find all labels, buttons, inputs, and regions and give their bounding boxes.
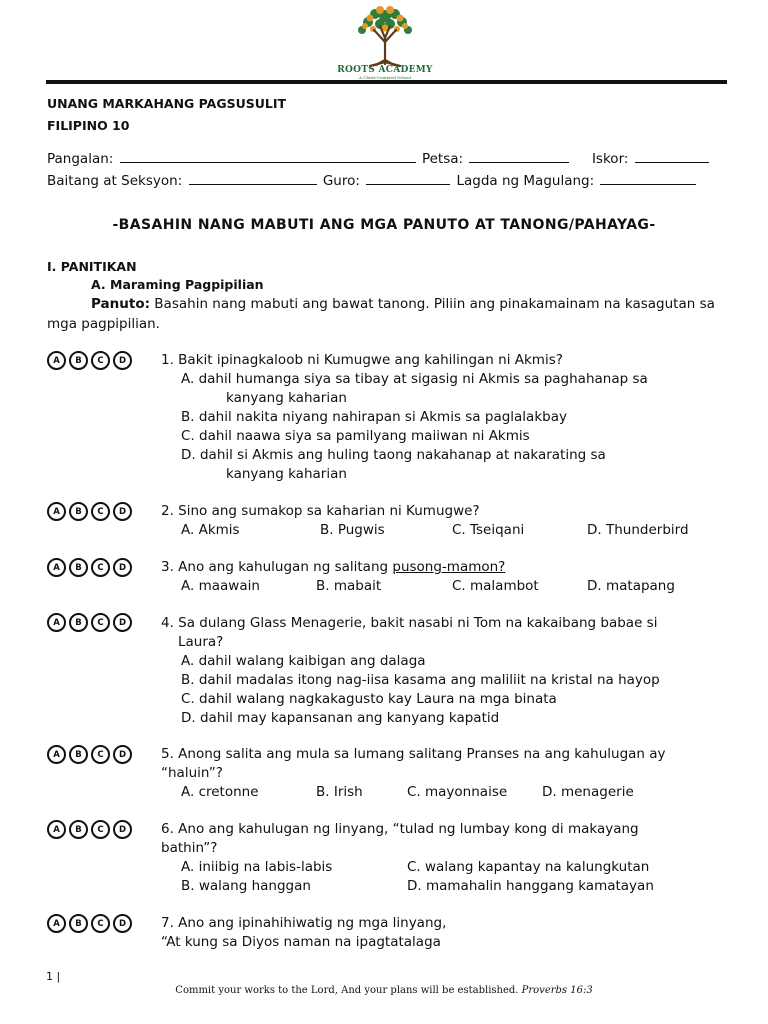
q2-option-d: D. Thunderbird <box>587 522 689 538</box>
tree-logo-icon <box>340 2 430 72</box>
parent-signature-field[interactable] <box>600 172 696 185</box>
question-5-stem-cont: “haluin”? <box>161 765 223 781</box>
question-3-stem <box>161 558 505 577</box>
fields-row-2 <box>47 172 698 189</box>
bubble-c[interactable]: C <box>91 613 110 632</box>
section-subtitle: A. Maraming Pagpipilian <box>91 277 264 292</box>
q5-option-c: C. mayonnaise <box>407 784 508 800</box>
q3-option-b: B. mabait <box>316 578 382 594</box>
answer-bubbles-q1 <box>47 351 132 370</box>
bubble-c[interactable]: C <box>91 820 110 839</box>
bubble-b[interactable]: B <box>69 613 88 632</box>
q3-option-c: C. malambot <box>452 578 539 594</box>
q1-option-a: A. dahil humanga siya sa tibay at sigasig ni Akmis sa paghahanap sa <box>181 371 648 387</box>
q6-option-d: D. mamahalin hanggang kamatayan <box>407 878 654 894</box>
bubble-c[interactable]: C <box>91 558 110 577</box>
header-divider <box>46 80 727 84</box>
bubble-b[interactable]: B <box>69 914 88 933</box>
bubble-a[interactable]: A <box>47 745 66 764</box>
q1-option-b: B. dahil nakita niyang nahirapan si Akmis sa paglalakbay <box>181 409 567 425</box>
q6-option-b: B. walang hanggan <box>181 878 311 894</box>
bubble-b[interactable]: B <box>69 502 88 521</box>
instruction-paragraph <box>47 294 727 334</box>
q1-option-d-cont: kanyang kaharian <box>226 466 347 482</box>
instructions-banner: -BASAHIN NANG MABUTI ANG MGA PANUTO AT TANONG/PAHAYAG- <box>112 217 656 233</box>
answer-bubbles-q6 <box>47 820 132 839</box>
question-6-stem-cont: bathin”? <box>161 840 218 856</box>
bubble-a[interactable]: A <box>47 613 66 632</box>
bubble-c[interactable]: C <box>91 745 110 764</box>
question-4-stem: 4. Sa dulang Glass Menagerie, bakit nasabi ni Tom na kakaibang babae si <box>161 615 658 631</box>
bubble-d[interactable]: D <box>113 820 132 839</box>
answer-bubbles-q3 <box>47 558 132 577</box>
q4-option-b: B. dahil madalas itong nag-iisa kasama ang maliliit na kristal na hayop <box>181 672 660 688</box>
bubble-c[interactable]: C <box>91 914 110 933</box>
name-label: Pangalan: <box>47 151 114 167</box>
bubble-b[interactable]: B <box>69 558 88 577</box>
question-6-stem: 6. Ano ang kahulugan ng linyang, “tulad ng lumbay kong di makayang <box>161 821 639 837</box>
q3-option-d: D. matapang <box>587 578 675 594</box>
instruction-label: Panuto: <box>91 296 150 312</box>
bubble-d[interactable]: D <box>113 914 132 933</box>
q1-option-d: D. dahil si Akmis ang huling taong nakahanap at nakarating sa <box>181 447 606 463</box>
question-7-stem-cont: “At kung sa Diyos naman na ipagtatalaga <box>161 934 441 950</box>
q6-option-a: A. iniibig na labis-labis <box>181 859 333 875</box>
q2-option-a: A. Akmis <box>181 522 240 538</box>
q3-option-a: A. maawain <box>181 578 260 594</box>
question-3-text: 3. Ano ang kahulugan ng salitang <box>161 559 393 575</box>
q4-option-c: C. dahil walang nagkakagusto kay Laura na mga binata <box>181 691 557 707</box>
date-label: Petsa: <box>421 151 464 167</box>
school-name: ROOTS ACADEMY <box>337 65 433 75</box>
bubble-a[interactable]: A <box>47 502 66 521</box>
bubble-a[interactable]: A <box>47 351 66 370</box>
section-title: I. PANITIKAN <box>47 259 137 274</box>
bubble-a[interactable]: A <box>47 914 66 933</box>
score-field[interactable] <box>635 150 709 163</box>
teacher-field[interactable] <box>366 172 450 185</box>
answer-bubbles-q7 <box>47 914 132 933</box>
bubble-c[interactable]: C <box>91 351 110 370</box>
subject-title: FILIPINO 10 <box>47 118 130 133</box>
parent-signature-label: Lagda ng Magulang: <box>456 173 595 189</box>
q4-option-a: A. dahil walang kaibigan ang dalaga <box>181 653 426 669</box>
question-7-stem: 7. Ano ang ipinahihiwatig ng mga linyang, <box>161 915 447 931</box>
question-1-stem: 1. Bakit ipinagkaloob ni Kumugwe ang kahilingan ni Akmis? <box>161 352 563 368</box>
page-number: 1 | <box>46 970 61 983</box>
question-2-stem: 2. Sino ang sumakop sa kaharian ni Kumugwe? <box>161 503 480 519</box>
exam-title: UNANG MARKAHANG PAGSUSULIT <box>47 96 287 111</box>
footer-quote-text: Commit your works to the Lord, And your plans will be established. <box>175 985 519 996</box>
q5-option-d: D. menagerie <box>542 784 634 800</box>
bubble-b[interactable]: B <box>69 820 88 839</box>
answer-bubbles-q4 <box>47 613 132 632</box>
fields-row-1 <box>47 150 711 167</box>
question-4-stem-cont: Laura? <box>178 634 224 650</box>
teacher-label: Guro: <box>322 173 360 189</box>
bubble-a[interactable]: A <box>47 558 66 577</box>
q2-option-b: B. Pugwis <box>320 522 385 538</box>
date-field[interactable] <box>469 150 569 163</box>
footer-quote <box>0 985 768 996</box>
q2-option-c: C. Tseiqani <box>452 522 525 538</box>
footer-quote-reference: Proverbs 16:3 <box>521 985 593 996</box>
q5-option-a: A. cretonne <box>181 784 259 800</box>
score-label: Iskor: <box>591 151 629 167</box>
bubble-d[interactable]: D <box>113 613 132 632</box>
bubble-d[interactable]: D <box>113 502 132 521</box>
instruction-text: Basahin nang mabuti ang bawat tanong. Piliin ang pinakamainam na kasagutan sa mga pagpipilian. <box>47 296 715 332</box>
q1-option-c: C. dahil naawa siya sa pamilyang maiiwan ni Akmis <box>181 428 530 444</box>
q4-option-d: D. dahil may kapansanan ang kanyang kapatid <box>181 710 500 726</box>
bubble-d[interactable]: D <box>113 558 132 577</box>
q6-option-c: C. walang kapantay na kalungkutan <box>407 859 650 875</box>
answer-bubbles-q5 <box>47 745 132 764</box>
grade-section-label: Baitang at Seksyon: <box>47 173 183 189</box>
q1-option-a-cont: kanyang kaharian <box>226 390 347 406</box>
bubble-c[interactable]: C <box>91 502 110 521</box>
answer-bubbles-q2 <box>47 502 132 521</box>
name-field[interactable] <box>120 150 416 163</box>
question-5-stem: 5. Anong salita ang mula sa lumang salitang Pranses na ang kahulugan ay <box>161 746 666 762</box>
bubble-a[interactable]: A <box>47 820 66 839</box>
q5-option-b: B. Irish <box>316 784 363 800</box>
bubble-d[interactable]: D <box>113 745 132 764</box>
bubble-b[interactable]: B <box>69 745 88 764</box>
grade-section-field[interactable] <box>189 172 317 185</box>
bubble-b[interactable]: B <box>69 351 88 370</box>
question-3-keyword: pusong-mamon? <box>392 559 506 575</box>
bubble-d[interactable]: D <box>113 351 132 370</box>
school-tagline: A Christ-Centered School <box>359 75 411 80</box>
